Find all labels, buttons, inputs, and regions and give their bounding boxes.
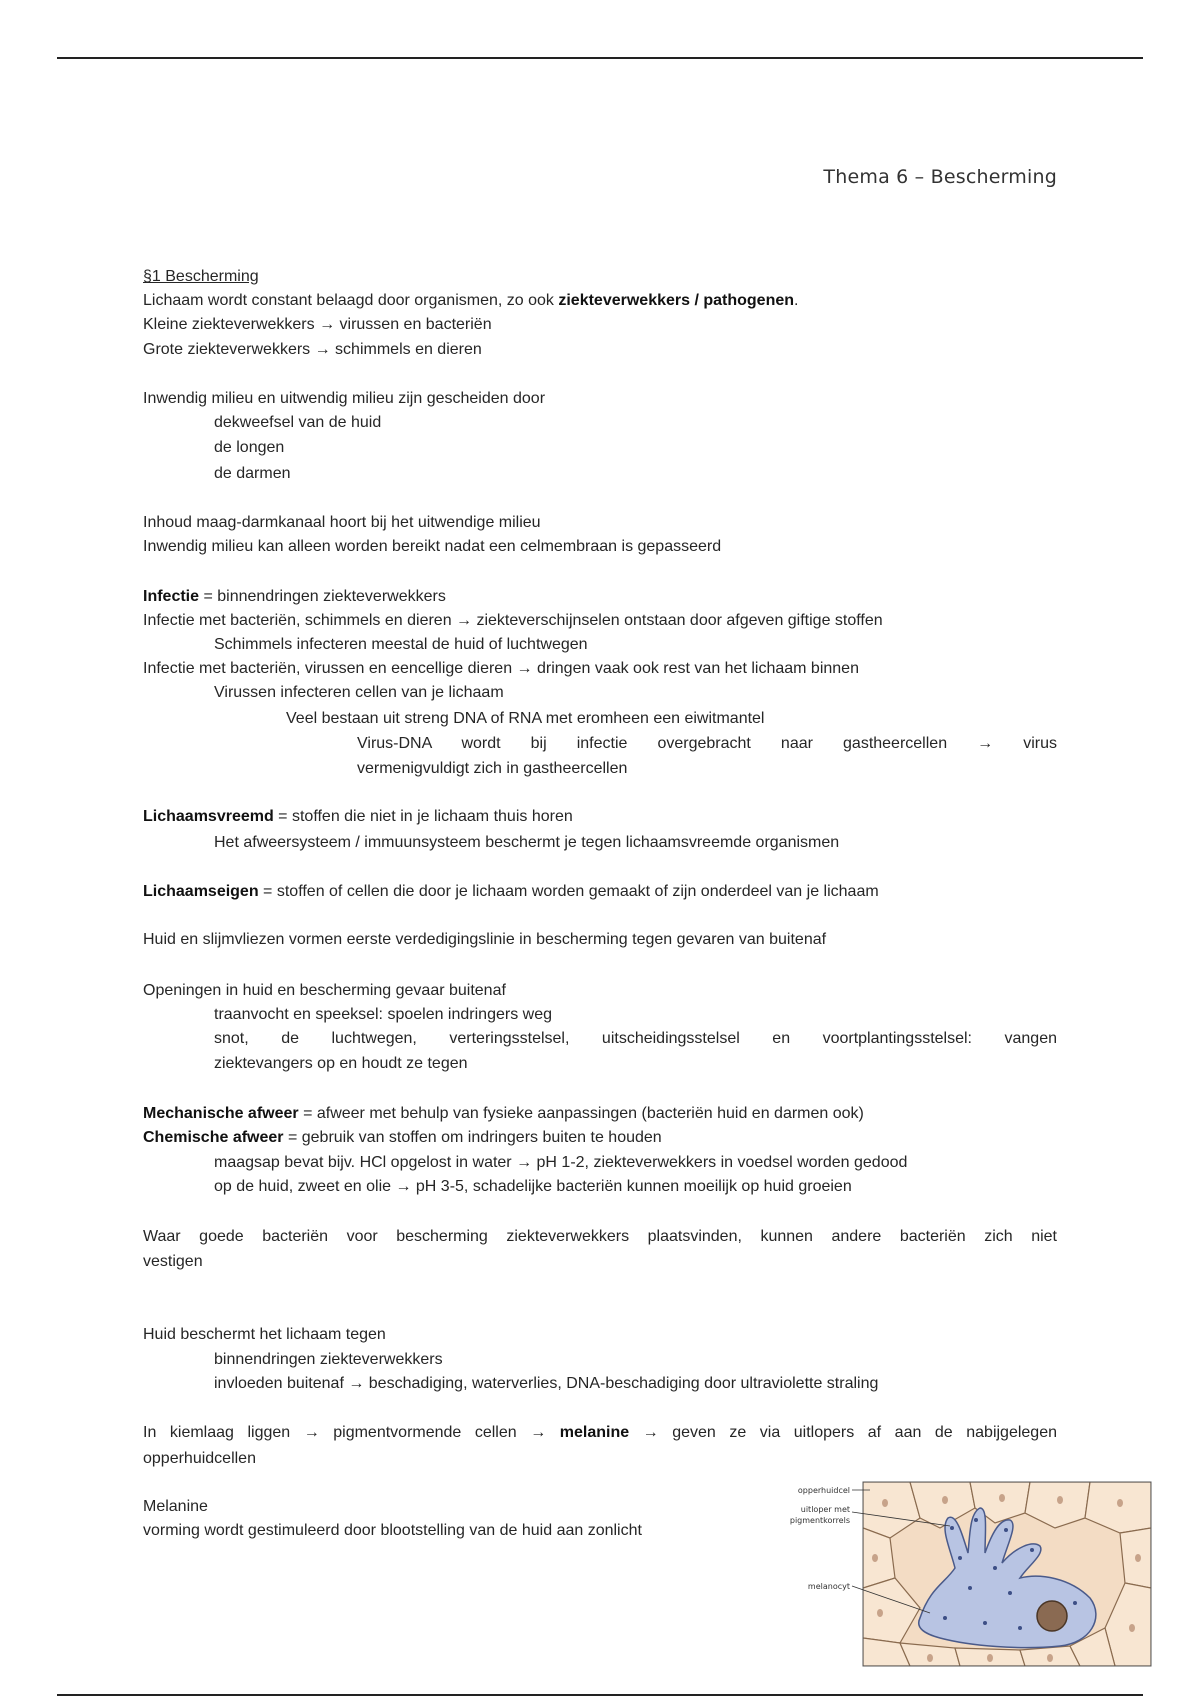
intro-text: Lichaam wordt constant belaagd door organismen, zo ook — [143, 292, 559, 309]
openingen-item: ziektevangers op en houdt ze tegen — [214, 1055, 468, 1072]
huidbeschermt-item: invloeden buitenaf → beschadiging, waterverlies, DNA-beschadiging door ultraviolette straling — [214, 1375, 879, 1392]
chem-term: Chemische afweer — [143, 1129, 284, 1146]
figure-label-uitloper: uitloper met — [800, 1505, 850, 1514]
kiemlaag-line: opperhuidcellen — [143, 1450, 256, 1467]
chem-item: maagsap bevat bijv. HCl opgelost in water → pH 1-2, ziekteverwekkers in voedsel worden gedood — [214, 1154, 908, 1171]
infectie-def: = binnendringen ziekteverwekkers — [199, 588, 446, 605]
intro-end: . — [794, 292, 799, 309]
section-heading: §1 Bescherming — [143, 268, 259, 285]
infectie-line: Schimmels infecteren meestal de huid of luchtwegen — [214, 636, 588, 653]
vreemd-def: = stoffen die niet in je lichaam thuis horen — [273, 808, 573, 825]
infectie-line: Infectie met bacteriën, virussen en eencellige dieren → dringen vaak ook rest van het lichaam binnen — [143, 660, 859, 677]
melanine-title: Melanine — [143, 1498, 208, 1515]
milieu-item: de longen — [214, 439, 285, 456]
melanine-line: vorming wordt gestimuleerd door blootstelling van de huid aan zonlicht — [143, 1522, 642, 1539]
melanine-term: melanine — [559, 1424, 630, 1441]
infectie-line: Infectie met bacteriën, schimmels en dieren → ziekteverschijnselen ontstaan door afgeven giftige stoffen — [143, 612, 883, 629]
infectie-line: Virussen infecteren cellen van je lichaam — [214, 684, 504, 701]
openingen-item: traanvocht en speeksel: spoelen indringers weg — [214, 1006, 552, 1023]
openingen-item: snot, de luchtwegen, verteringsstelsel, uitscheidingsstelsel en voortplantingsstelsel: vangen — [214, 1030, 1057, 1047]
milieu-line: Inwendig milieu en uitwendig milieu zijn gescheiden door — [143, 390, 546, 407]
page-title: Thema 6 – Bescherming — [823, 166, 1057, 188]
figure-label-pigmentkorrels: pigmentkorrels — [789, 1516, 850, 1525]
huid-line: Huid en slijmvliezen vormen eerste verdedigingslinie in bescherming tegen gevaren van buitenaf — [143, 931, 827, 948]
huidbeschermt-item: binnendringen ziekteverwekkers — [214, 1351, 443, 1368]
goede-line: Waar goede bacteriën voor bescherming ziekteverwekkers plaatsvinden, kunnen andere bacteriën zich niet — [143, 1228, 1057, 1245]
infectie-line: Virus-DNA wordt bij infectie overgebracht naar gastheercellen → virus — [357, 735, 1057, 752]
mech-definition — [143, 1103, 864, 1125]
gut-line: Inhoud maag-darmkanaal hoort bij het uitwendige milieu — [143, 514, 541, 531]
infectie-definition — [143, 586, 446, 608]
infectie-term: Infectie — [143, 588, 200, 605]
infectie-line: vermenigvuldigt zich in gastheercellen — [357, 760, 628, 777]
eigen-def: = stoffen of cellen die door je lichaam worden gemaakt of zijn onderdeel van je lichaam — [258, 883, 879, 900]
milieu-item: de darmen — [214, 465, 291, 482]
top-rule — [57, 57, 1143, 59]
kiemlaag-line — [143, 1422, 1057, 1444]
figure-label-opperhuidcel: opperhuidcel — [797, 1486, 850, 1495]
figure-label-melanocyt: melanocyt — [807, 1582, 850, 1591]
goede-line: vestigen — [143, 1253, 203, 1270]
chem-def: = gebruik van stoffen om indringers buiten te houden — [283, 1129, 662, 1146]
openingen-line: Openingen in huid en bescherming gevaar buitenaf — [143, 982, 506, 999]
vreemd-definition — [143, 806, 573, 828]
intro-bold: ziekteverwekkers / pathogenen — [558, 292, 795, 309]
eigen-term: Lichaamseigen — [143, 883, 259, 900]
melanocyte-illustration — [770, 1478, 1155, 1668]
vreemd-term: Lichaamsvreemd — [143, 808, 274, 825]
mech-def: = afweer met behulp van fysieke aanpassingen (bacteriën huid en darmen ook) — [298, 1105, 864, 1122]
large-pathogens: Grote ziekteverwekkers → schimmels en dieren — [143, 341, 482, 358]
milieu-item: dekweefsel van de huid — [214, 414, 382, 431]
reach-line: Inwendig milieu kan alleen worden bereikt nadat een celmembraan is gepasseerd — [143, 538, 722, 555]
vreemd-sub: Het afweersysteem / immuunsysteem beschermt je tegen lichaamsvreemde organismen — [214, 834, 840, 851]
infectie-line: Veel bestaan uit streng DNA of RNA met eromheen een eiwitmantel — [286, 710, 765, 727]
mech-term: Mechanische afweer — [143, 1105, 299, 1122]
chem-item: op de huid, zweet en olie → pH 3-5, schadelijke bacteriën kunnen moeilijk op huid groeien — [214, 1178, 852, 1195]
huidbeschermt-line: Huid beschermt het lichaam tegen — [143, 1326, 386, 1343]
kiemlaag-a: In kiemlaag liggen → pigmentvormende cellen → — [143, 1424, 560, 1441]
small-pathogens: Kleine ziekteverwekkers → virussen en bacteriën — [143, 316, 492, 333]
eigen-definition — [143, 881, 879, 903]
bottom-rule — [57, 1694, 1143, 1696]
chem-definition — [143, 1127, 662, 1149]
intro-line — [143, 290, 798, 312]
kiemlaag-c: → geven ze via uitlopers af aan de nabijgelegen — [629, 1424, 1057, 1441]
